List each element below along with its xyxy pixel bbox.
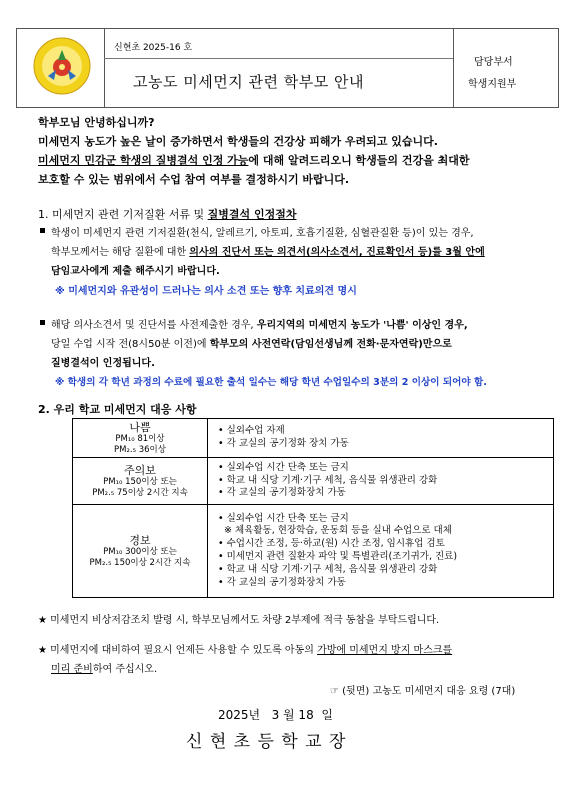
section1-text: 당일 수업 시작 전(8시50분 이전)에 학부모의 사전연락(담임선생님께 전화·문자연락)만으로 bbox=[51, 339, 452, 350]
action-cell: • 실외수업 시간 단축 또는 금지 • 학교 내 식당 기계·기구 세척, 음식물 위생관리 강화 • 각 교실의 공기정화장치 가동 bbox=[208, 458, 554, 505]
section1-note: ※ 학생의 각 학년 과정의 수료에 필요한 출석 일수는 해당 학년 수업일수의 3분의 2 이상이 되어야 함. bbox=[55, 377, 487, 388]
level-cell: 경보 PM₁₀ 300이상 또는 PM₂.₅ 150이상 2시간 지속 bbox=[73, 505, 208, 598]
intro-line: 미세먼지 농도가 높은 날이 증가하면서 학생들의 건강상 피해가 우려되고 있습니다. bbox=[38, 135, 438, 148]
bullet-square-icon bbox=[40, 228, 45, 233]
section1-heading: 1. 미세먼지 관련 기저질환 서류 및 질병결석 인정절차 bbox=[38, 208, 297, 221]
section1-text: 학부모께서는 해당 질환에 대한 의사의 진단서 또는 의견서(의사소견서, 진료확인서 등)를 3월 안에 bbox=[51, 247, 485, 258]
header-frame bbox=[16, 28, 559, 108]
greeting: 학부모님 안녕하십니까? bbox=[38, 116, 155, 129]
table-row bbox=[73, 458, 554, 505]
header-divider bbox=[104, 58, 453, 59]
issue-date: 2025년 3 월 18 일 bbox=[218, 708, 333, 722]
note-text: ★ 미세먼지 비상저감조치 발령 시, 학부모님께서도 차량 2부제에 적극 동참을 부탁드립니다. bbox=[38, 615, 440, 626]
section1-note: ※ 미세먼지와 유관성이 드러나는 의사 소견 또는 향후 치료의견 명시 bbox=[55, 286, 357, 297]
section1-text: 질병결석이 인정됩니다. bbox=[51, 358, 155, 369]
table-row bbox=[73, 419, 554, 458]
dept-label: 담당부서 bbox=[474, 57, 513, 68]
level-cell: 나쁨 PM₁₀ 81이상 PM₂.₅ 36이상 bbox=[73, 419, 208, 458]
school-principal: 신 현 초 등 학 교 장 bbox=[186, 732, 347, 752]
intro-line: 보호할 수 있는 범위에서 수업 참여 여부를 결정하시기 바랍니다. bbox=[38, 173, 350, 186]
table-row bbox=[73, 505, 554, 598]
doc-number: 신현초 2025-16 호 bbox=[114, 43, 193, 53]
response-table bbox=[72, 418, 554, 598]
intro-line: 미세먼지 민감군 학생의 질병결석 인정 가능에 대해 알려드리오니 학생들의 건강을 최대한 bbox=[38, 154, 470, 167]
section2-heading: 2. 우리 학교 미세먼지 대응 사항 bbox=[38, 403, 197, 416]
header-divider bbox=[104, 28, 105, 108]
note-text: ★ 미세먼지에 대비하여 필요시 언제든 사용할 수 있도록 아동의 가방에 미세먼지 방지 마스크를 bbox=[38, 645, 453, 656]
note-text: 미리 준비하여 주십시오. bbox=[51, 664, 158, 675]
back-page-reference: ☞ (뒷면) 고농도 미세먼지 대응 요령 (7대) bbox=[330, 686, 516, 697]
section1-text: 해당 의사소견서 및 진단서를 사전제출한 경우, 우리지역의 미세먼지 농도가 '나쁨' 이상인 경우, bbox=[51, 320, 468, 331]
section1-text: 학생이 미세먼지 관련 기저질환(천식, 알레르기, 아토피, 호흡기질환, 심혈관질환 등)이 있는 경우, bbox=[51, 228, 474, 239]
action-cell: • 실외수업 자제 • 각 교실의 공기정화 장치 가동 bbox=[208, 419, 554, 458]
intro-emphasis: 미세먼지 민감군 학생의 질병결석 인정 가능 bbox=[38, 154, 249, 167]
header-divider bbox=[453, 28, 454, 108]
level-cell: 주의보 PM₁₀ 150이상 또는 PM₂.₅ 75이상 2시간 지속 bbox=[73, 458, 208, 505]
section1-text: 담임교사에게 제출 해주시기 바랍니다. bbox=[51, 266, 220, 277]
school-logo-icon bbox=[32, 36, 92, 96]
dept-name: 학생지원부 bbox=[468, 79, 517, 90]
action-cell: • 실외수업 시간 단축 또는 금지 ※ 체육활동, 현장학습, 운동회 등을 실내 수업으로 대체 • 수업시간 조정, 등·하교(원) 시간 조정, 임시휴업 검토 • 미세먼지 관련 질환자 파악 및 특별관리(조기귀가, 진료) • 학교 내 식당 기계·기구 세척, 음식물 위생관리 강화 • 각 교실의 공기정화장치 가동 bbox=[208, 505, 554, 598]
page-title: 고농도 미세먼지 관련 학부모 안내 bbox=[133, 73, 364, 91]
bullet-square-icon bbox=[40, 320, 45, 325]
